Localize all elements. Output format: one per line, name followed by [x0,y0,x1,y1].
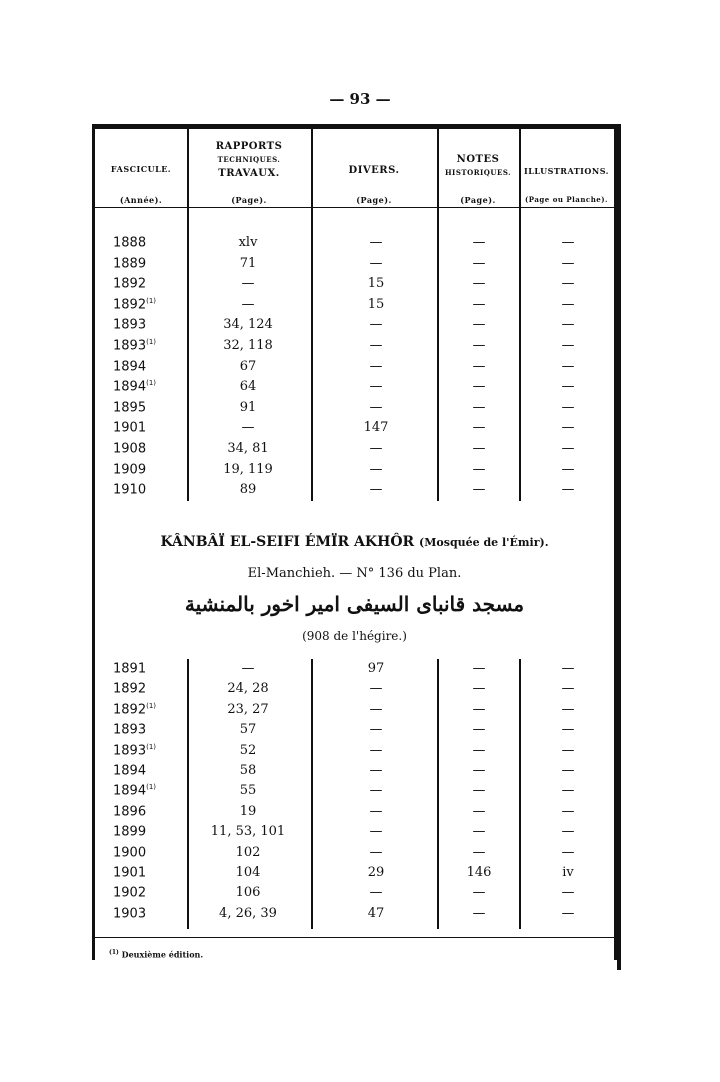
divers-cell: 47 [367,905,385,921]
notes-cell: — [472,681,486,697]
rapports-cell: 71 [239,255,257,271]
illustrations-cell: iv [562,865,574,880]
rapports-cell: 4, 26, 39 [219,905,277,921]
notes-cell: — [472,379,486,395]
year-cell: 1900 [113,844,147,860]
notes-cell: — [472,783,486,799]
year-cell: 1910 [113,482,147,498]
illustrations-cell: — [561,844,575,860]
notes-cell: — [472,441,486,456]
illustrations-cell: — [561,661,575,676]
notes-cell: — [472,358,486,374]
illustrations-cell: — [561,420,575,436]
year-cell: 1892 [113,276,147,292]
table-row [95,681,614,701]
notes-cell: — [472,296,486,312]
header-rule [95,207,614,208]
year-cell: 1892$^{(1)}$ [113,296,157,313]
divers-cell: — [369,255,383,271]
notes-cell: — [472,742,486,758]
rapports-cell: 34, 124 [223,317,273,333]
year-cell: 1888 [113,235,147,251]
table-row [95,379,614,399]
year-cell: 1901 [113,865,147,881]
header-notes-page: (Page). [460,195,496,205]
table-row [95,804,614,824]
table-row [95,783,614,803]
rapports-cell: — [241,420,255,436]
notes-cell: — [472,885,486,901]
divers-cell: 15 [367,276,385,292]
year-cell: 1895 [113,400,147,416]
divers-cell: 147 [363,420,389,436]
year-cell: 1899 [113,824,147,840]
illustrations-cell: — [561,885,575,901]
rapports-cell: 58 [239,763,257,778]
notes-cell: — [472,482,486,498]
footnote-rule [95,937,614,938]
rapports-cell: 52 [239,742,257,758]
rapports-cell: 23, 27 [227,701,269,717]
year-cell: 1894$^{(1)}$ [113,783,157,799]
rapports-cell: 67 [239,358,257,374]
footnote: $^{(1)}$ Deuxième édition. [109,949,204,960]
table-row [95,845,614,865]
year-cell: 1909 [113,461,147,477]
table-row [95,400,614,420]
notes-cell: — [472,661,486,676]
notes-cell: — [472,763,486,778]
notes-cell: — [472,844,486,860]
divers-cell: — [369,317,383,333]
divers-cell: — [369,783,383,799]
divers-cell: — [369,885,383,901]
table-row [95,722,614,742]
monument-title: KÂNBÂÏ EL-SEIFI ÉMÏR AKHÔR (Mosquée de l'Émir). [160,534,549,550]
illustrations-cell: — [561,379,575,395]
notes-cell: — [472,338,486,353]
illustrations-cell: — [561,742,575,758]
divers-cell: 15 [367,296,385,312]
illustrations-cell: — [561,803,575,819]
rapports-cell: 11, 53, 101 [210,824,286,840]
illustrations-cell: — [561,905,575,921]
table-row [95,885,614,905]
year-cell: 1903 [113,906,147,922]
rapports-cell: 57 [239,722,257,738]
year-cell: 1894 [113,763,147,779]
rapports-cell: 89 [239,482,257,498]
divers-cell: — [369,461,383,477]
table-row [95,702,614,722]
illustrations-cell: — [561,235,575,250]
divers-cell: 97 [367,661,385,676]
notes-cell: — [472,905,486,921]
illustrations-cell: — [561,358,575,374]
monument-subtitle: El-Manchieh. — N° 136 du Plan. [247,566,462,581]
year-cell: 1901 [113,420,147,436]
table-row [95,441,614,461]
notes-cell: — [472,824,486,840]
notes-cell: — [472,399,486,415]
illustrations-cell: — [561,255,575,271]
header-rapports-page: (Page). [231,195,267,205]
divers-cell: — [369,763,383,778]
illustrations-cell: — [561,441,575,456]
divers-cell: — [369,722,383,738]
rapports-cell: 106 [235,885,261,901]
year-cell: 1894$^{(1)}$ [113,379,157,395]
header-fascicule: FASCICULE. [110,164,172,174]
header-divider [311,129,313,208]
divers-cell: — [369,824,383,840]
header-illustrations-page: (Page ou Planche). [524,195,608,204]
rapports-cell: 102 [235,844,261,860]
table-row [95,256,614,276]
notes-cell: — [472,317,486,333]
rapports-cell: 34, 81 [227,441,269,456]
frame-right-rule [617,124,621,970]
header-rapports: RAPPORTS TECHNIQUES. TRAVAUX. [215,141,283,179]
table-row [95,906,614,926]
table-row [95,276,614,296]
table-row [95,482,614,502]
table-row [95,763,614,783]
divers-cell: — [369,482,383,498]
rapports-cell: 19, 119 [223,461,273,477]
notes-cell: 146 [466,865,492,880]
rapports-cell: — [241,661,255,676]
illustrations-cell: — [561,461,575,477]
table-row [95,235,614,255]
table-row [95,462,614,482]
divers-cell: — [369,742,383,758]
divers-cell: — [369,701,383,717]
rapports-cell: 19 [239,803,257,819]
illustrations-cell: — [561,783,575,799]
divers-cell: — [369,844,383,860]
year-cell: 1894 [113,358,147,374]
rapports-cell: xlv [238,235,258,250]
divers-cell: — [369,803,383,819]
notes-cell: — [472,235,486,250]
illustrations-cell: — [561,317,575,333]
notes-cell: — [472,255,486,271]
table-row [95,359,614,379]
table-row [95,297,614,317]
table-row [95,338,614,358]
illustrations-cell: — [561,763,575,778]
header-divider [519,129,521,208]
monument-arabic-title: مسجد قانباى السيفى امير اخور بالمنشية [184,592,525,616]
illustrations-cell: — [561,399,575,415]
header-divider [437,129,439,208]
rapports-cell: 32, 118 [223,338,273,353]
divers-cell: — [369,441,383,456]
divers-cell: — [369,681,383,697]
year-cell: 1902 [113,885,147,901]
year-cell: 1893 [113,722,147,738]
rapports-cell: — [241,276,255,292]
notes-cell: — [472,803,486,819]
year-cell: 1892 [113,681,147,697]
notes-cell: — [472,276,486,292]
divers-cell: — [369,338,383,353]
table-row [95,824,614,844]
illustrations-cell: — [561,681,575,697]
table-row [95,661,614,681]
table-row [95,317,614,337]
page-number: — 93 — [329,90,391,108]
divers-cell: — [369,399,383,415]
illustrations-cell: — [561,338,575,353]
year-cell: 1908 [113,441,147,457]
illustrations-cell: — [561,296,575,312]
illustrations-cell: — [561,482,575,498]
divers-cell: 29 [367,865,385,880]
rapports-cell: 91 [239,399,257,415]
year-cell: 1893 [113,317,147,333]
notes-cell: — [472,701,486,717]
illustrations-cell: — [561,824,575,840]
header-divider [187,129,189,208]
divers-cell: — [369,379,383,395]
header-divers: DIVERS. [348,165,400,176]
year-cell: 1892$^{(1)}$ [113,701,157,718]
header-notes: NOTES HISTORIQUES. [444,154,512,177]
rapports-cell: 64 [239,379,257,395]
notes-cell: — [472,722,486,738]
rapports-cell: 55 [239,783,257,799]
divers-cell: — [369,235,383,250]
rapports-cell: 24, 28 [227,681,269,697]
notes-cell: — [472,420,486,436]
illustrations-cell: — [561,701,575,717]
table-row [95,865,614,885]
year-cell: 1896 [113,804,147,820]
divers-cell: — [369,358,383,374]
illustrations-cell: — [561,276,575,292]
year-cell: 1893$^{(1)}$ [113,338,157,354]
rapports-cell: — [241,296,255,312]
header-illustrations: ILLUSTRATIONS. [524,166,609,176]
year-cell: 1889 [113,255,147,271]
year-cell: 1891 [113,661,147,677]
notes-cell: — [472,461,486,477]
header-divers-page: (Page). [356,195,392,205]
year-cell: 1893$^{(1)}$ [113,742,157,758]
monument-date: (908 de l'hégire.) [302,629,407,643]
table-row [95,743,614,763]
table-row [95,420,614,440]
illustrations-cell: — [561,722,575,738]
header-annee: (Année). [119,195,163,205]
table-frame [92,124,617,960]
rapports-cell: 104 [235,865,261,880]
